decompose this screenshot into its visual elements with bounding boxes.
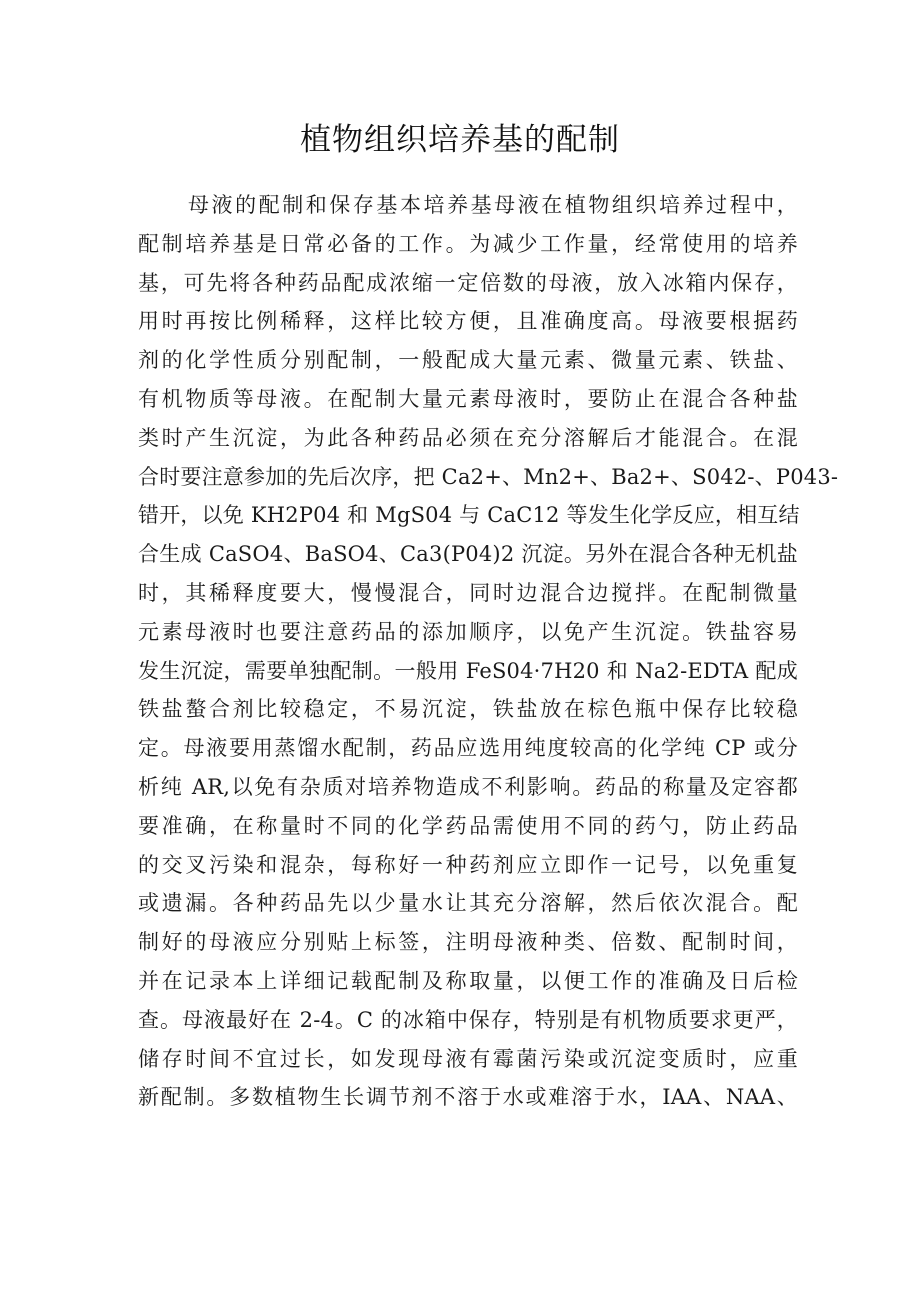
body-line-2: 配制培养基是日常必备的工作。为减少工作量，经常使用的培养 <box>138 231 798 256</box>
body-line-19: 或遗漏。各种药品先以少量水让其充分溶解，然后依次混合。配 <box>138 891 798 916</box>
body-line-10: 合生成 CaSO4、BaSO4、Ca3(P04)2 沉淀。另外在混合各种无机盐 <box>138 542 798 567</box>
body-line-4: 用时再按比例稀释，这样比较方便，且准确度高。母液要根据药 <box>138 309 798 334</box>
body-line-6: 有机物质等母液。在配制大量元素母液时，要防止在混合各种盐 <box>138 386 798 411</box>
document-title: 植物组织培养基的配制 <box>300 122 620 158</box>
body-line-13: 发生沉淀，需要单独配制。一般用 FeS04·7H20 和 Na2-EDTA 配成 <box>138 658 798 683</box>
body-line-12: 元素母液时也要注意药品的添加顺序，以免产生沉淀。铁盐容易 <box>138 619 798 644</box>
body-line-9: 错开，以免 KH2P04 和 MgS04 与 CaC12 等发生化学反应，相互结 <box>138 503 800 528</box>
body-line-11: 时，其稀释度要大，慢慢混合，同时边混合边搅拌。在配制微量 <box>138 580 798 605</box>
body-line-24: 新配制。多数植物生长调节剂不溶于水或难溶于水，IAA、NAA、 <box>138 1085 798 1110</box>
body-line-1: 母液的配制和保存基本培养基母液在植物组织培养过程中， <box>188 193 798 217</box>
body-line-5: 剂的化学性质分别配制，一般配成大量元素、微量元素、铁盐、 <box>138 348 798 373</box>
body-line-15: 定。母液要用蒸馏水配制，药品应选用纯度较高的化学纯 CP 或分 <box>138 736 798 761</box>
body-line-21: 并在记录本上详细记载配制及称取量，以便工作的准确及日后检 <box>138 968 798 993</box>
body-line-23: 储存时间不宜过长，如发现母液有霉菌污染或沉淀变质时，应重 <box>138 1046 798 1071</box>
body-line-14: 铁盐螯合剂比较稳定，不易沉淀，铁盐放在棕色瓶中保存比较稳 <box>138 697 798 722</box>
body-line-16: 析纯 AR,以免有杂质对培养物造成不利影响。药品的称量及定容都 <box>138 774 798 799</box>
body-line-17: 要准确，在称量时不同的化学药品需使用不同的药勺，防止药品 <box>138 813 798 838</box>
body-line-7: 类时产生沉淀，为此各种药品必须在充分溶解后才能混合。在混 <box>138 425 798 450</box>
body-line-8: 合时要注意参加的先后次序，把 Ca2+、Mn2+、Ba2+、S042-、P043- <box>138 464 839 489</box>
body-line-22: 查。母液最好在 2-4。C 的冰箱中保存，特别是有机物质要求更严， <box>138 1007 798 1032</box>
body-line-18: 的交叉污染和混杂，每称好一种药剂应立即作一记号，以免重复 <box>138 852 798 877</box>
body-line-3: 基，可先将各种药品配成浓缩一定倍数的母液，放入冰箱内保存， <box>138 270 798 295</box>
document-body <box>138 186 839 1117</box>
body-line-20: 制好的母液应分别贴上标签，注明母液种类、倍数、配制时间， <box>138 930 798 955</box>
